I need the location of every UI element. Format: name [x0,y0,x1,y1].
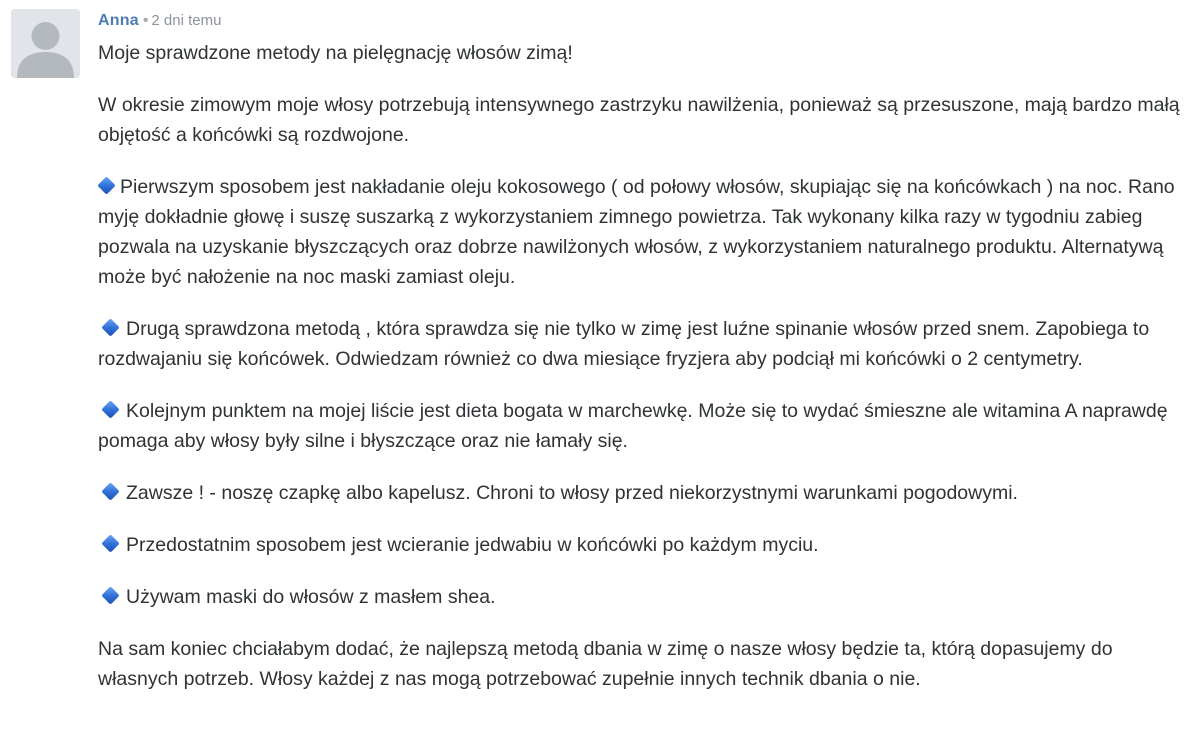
tip-text: Zawsze ! - noszę czapkę albo kapelusz. Chroni to włosy przed niekorzystnymi warunkami pogodowymi. [126,482,1018,504]
tip-text: Przedostatnim sposobem jest wcieranie jedwabiu w końcówki po każdym myciu. [126,534,819,556]
comment-conclusion: Na sam koniec chciałabym dodać, że najlepszą metodą dbania w zimę o nasze włosy będzie ta, którą dopasujemy do własnych potrzeb. Włosy każdej z nas mogą potrzebować zupełnie innych technik dbania o nie. [98,638,1113,690]
blue-diamond-icon [97,176,115,194]
tip-text: Drugą sprawdzona metodą , która sprawdza się nie tylko w zimę jest luźne spinanie włosów przed snem. Zapobiega to rozdwajaniu się końcówek. Odwiedzam również co dwa miesiące fryzjera aby podciął mi końcówki o 2 centymetry. [98,318,1150,370]
blue-diamond-icon [101,534,119,552]
tip-paragraph [98,314,1193,374]
tip-text: Używam maski do włosów z masłem shea. [126,586,496,608]
blue-diamond-icon [101,586,119,604]
default-user-avatar-icon [11,9,80,78]
meta-separator: • [142,12,149,29]
tip-paragraph [98,172,1193,292]
author-name[interactable]: Anna [98,12,139,29]
tip-paragraph [98,396,1193,456]
comment-body [98,38,1193,716]
tip-paragraph [98,478,1193,508]
comment-timestamp[interactable]: 2 dni temu [151,12,222,29]
tip-text: Kolejnym punktem na mojej liście jest dieta bogata w marchewkę. Może się to wydać śmieszne ale witamina A naprawdę pomaga aby włosy były silne i błyszczące oraz nie łamały się. [98,400,1168,452]
comment-intro: W okresie zimowym moje włosy potrzebują intensywnego zastrzyku nawilżenia, ponieważ są przesuszone, mają bardzo małą objętość a końcówki są rozdwojone. [98,94,1180,146]
tip-text: Pierwszym sposobem jest nakładanie oleju kokosowego ( od połowy włosów, skupiając się na końcówkach ) na noc. Rano myję dokładnie głowę i suszę suszarką z wykorzystaniem zimnego powietrza. Tak wykonany kilka razy w tygodniu zabieg pozwala na uzyskanie błyszczących oraz dobrze nawilżonych włosów, z wykorzystaniem naturalnego produktu. Alternatywą może być nałożenie na noc maski zamiast oleju. [98,176,1175,288]
blue-diamond-icon [101,400,119,418]
blue-diamond-icon [101,482,119,500]
blue-diamond-icon [101,318,119,336]
comment-title: Moje sprawdzone metody na pielęgnację włosów zimą! [98,42,573,64]
tip-paragraph [98,530,1193,560]
comment-meta [98,11,221,31]
tip-paragraph [98,582,1193,612]
avatar[interactable] [11,9,80,78]
